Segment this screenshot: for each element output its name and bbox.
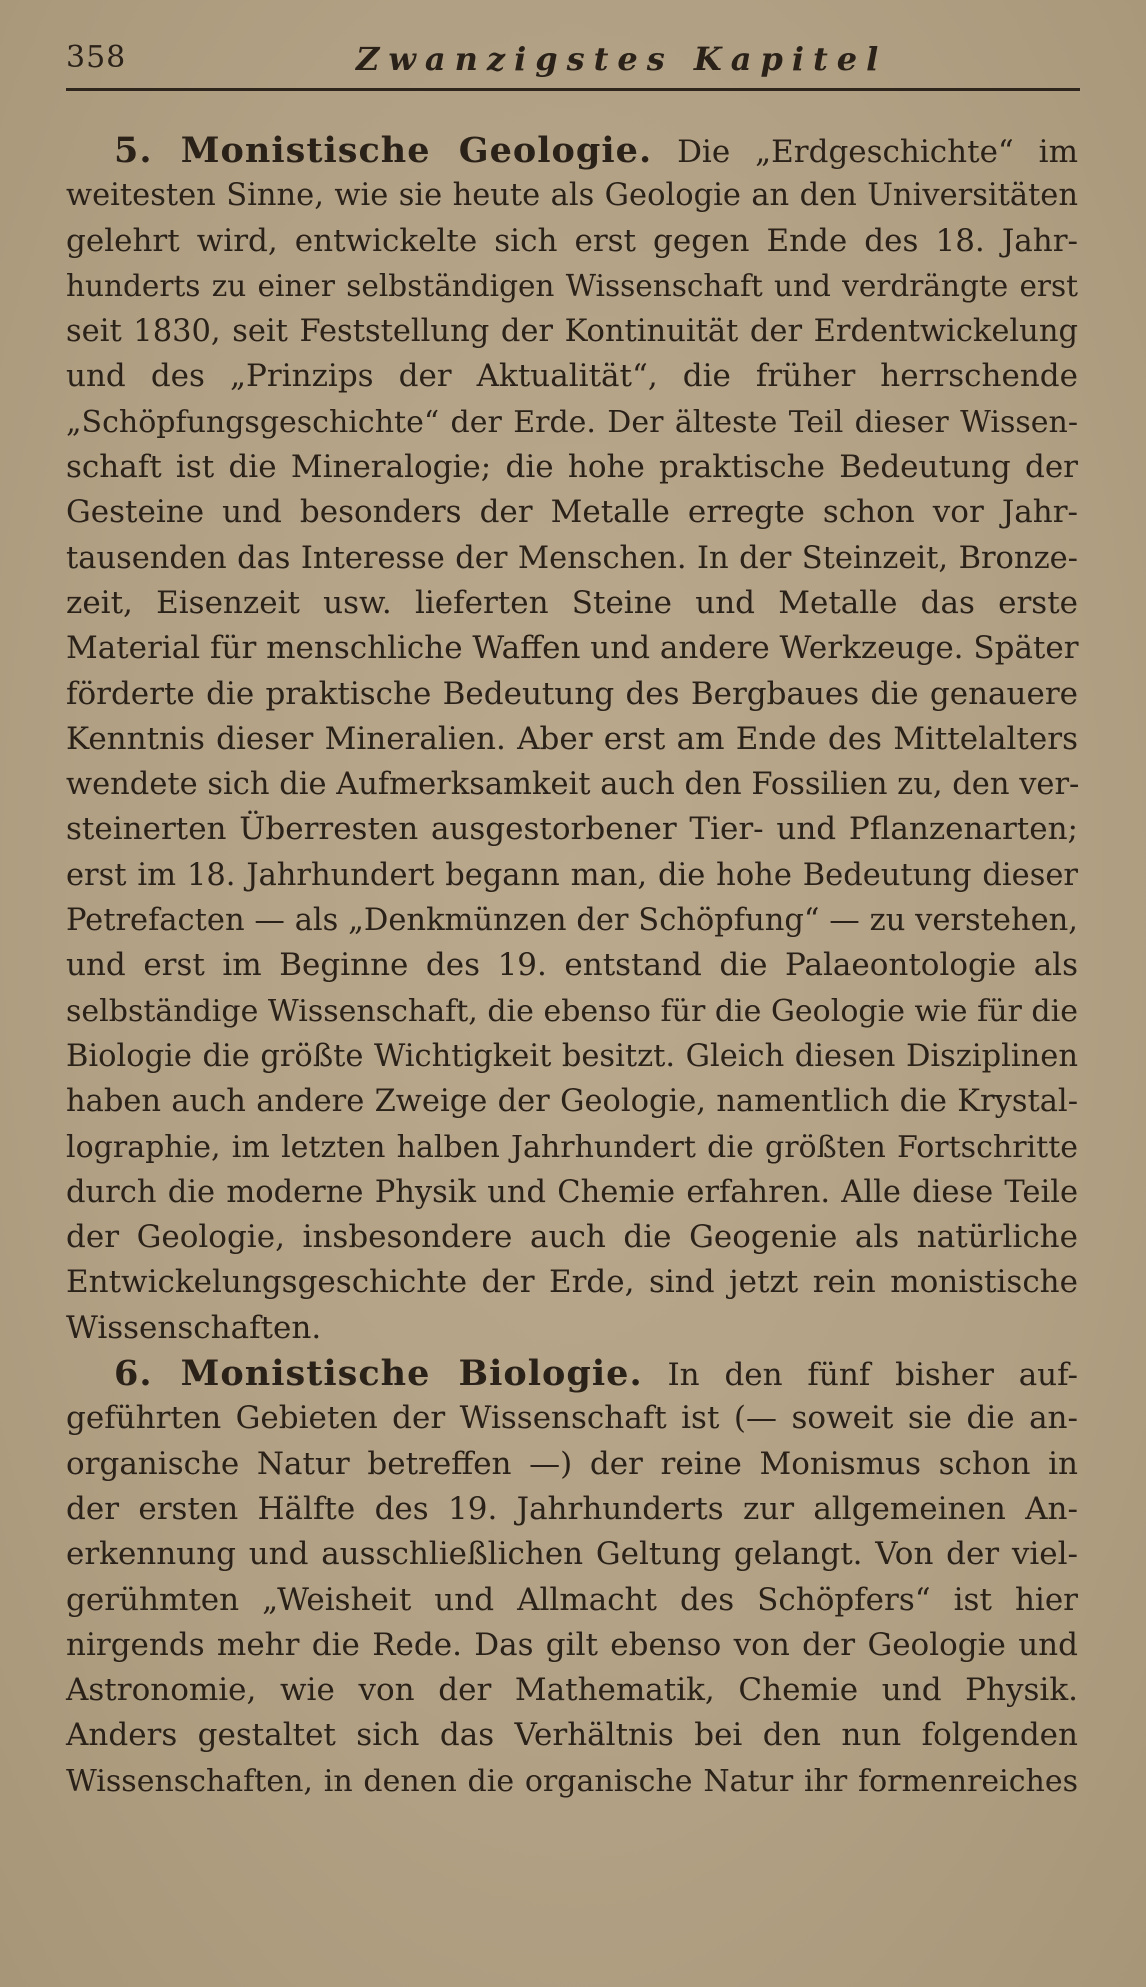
text-line: durch die moderne Physik und Chemie erfahren. Alle diese Teile — [66, 1174, 1078, 1210]
text-line: der Geologie, insbesondere auch die Geogenie als natürliche — [66, 1219, 1078, 1256]
text-line: 5. Monistische Geologie. Die „Erdgeschichte“ im — [114, 130, 1078, 171]
text-line: Biologie die größte Wichtigkeit besitzt. Gleich diesen Disziplinen — [66, 1038, 1078, 1074]
text-line: erst im 18. Jahrhundert begann man, die hohe Bedeutung dieser — [66, 857, 1078, 893]
text-line: gelehrt wird, entwickelte sich erst gegen Ende des 18. Jahr- — [66, 222, 1078, 259]
text-line: nirgends mehr die Rede. Das gilt ebenso von der Geologie und — [66, 1626, 1078, 1663]
text-line: Wissenschaften, in denen die organische Natur ihr formenreiches — [66, 1763, 1078, 1799]
text-line: Entwickelungsgeschichte der Erde, sind jetzt rein monistische — [66, 1264, 1078, 1301]
text-line: tausenden das Interesse der Menschen. In der Steinzeit, Bronze- — [66, 540, 1078, 576]
text-line: Material für menschliche Waffen und andere Werkzeuge. Später — [66, 630, 1079, 667]
text-line: seit 1830, seit Feststellung der Kontinuität der Erdentwickelung — [66, 314, 1078, 350]
text-line: zeit, Eisenzeit usw. lieferten Steine und Metalle das erste — [66, 584, 1078, 621]
running-title: Zwanzigstes Kapitel — [356, 40, 888, 78]
text-line: wendete sich die Aufmerksamkeit auch den Fossilien zu, den ver- — [66, 767, 1080, 803]
text-line: schaft ist die Mineralogie; die hohe praktische Bedeutung der — [66, 449, 1078, 486]
text-line: gerühmten „Weisheit und Allmacht des Schöpfers“ ist hier — [66, 1581, 1078, 1618]
text-line: Wissenschaften. — [66, 1309, 322, 1346]
text-line: weitesten Sinne, wie sie heute als Geologie an den Universitäten — [66, 178, 1078, 214]
text-line: erkennung und ausschließlichen Geltung gelangt. Von der viel- — [66, 1536, 1078, 1573]
text-line: haben auch andere Zweige der Geologie, namentlich die Krystal- — [66, 1084, 1078, 1120]
text-line: lographie, im letzten halben Jahrhundert die größten Fortschritte — [66, 1129, 1078, 1165]
header-rule — [66, 88, 1080, 91]
text-line: der ersten Hälfte des 19. Jahrhunderts zur allgemeinen An- — [66, 1490, 1078, 1527]
text-line: Petrefacten — als „Denkmünzen der Schöpfung“ — zu verstehen, — [66, 903, 1078, 939]
text-line: selbständige Wissenschaft, die ebenso für die Geologie wie für die — [66, 993, 1078, 1029]
body-text — [66, 128, 1078, 1804]
text-line: Anders gestaltet sich das Verhältnis bei den nun folgenden — [66, 1717, 1078, 1754]
section-heading: 5. Monistische Geologie. — [114, 130, 653, 171]
text-line: Astronomie, wie von der Mathematik, Chemie und Physik. — [66, 1672, 1078, 1709]
text-line: geführten Gebieten der Wissenschaft ist (— soweit sie die an- — [66, 1400, 1078, 1437]
text-line: „Schöpfungsgeschichte“ der Erde. Der älteste Teil dieser Wissen- — [66, 404, 1078, 440]
section-heading: 6. Monistische Biologie. — [114, 1353, 643, 1395]
text-line: und des „Prinzips der Aktualität“, die früher herrschende — [66, 358, 1078, 395]
text-line: förderte die praktische Bedeutung des Bergbaues die genauere — [66, 675, 1078, 712]
page-header — [66, 40, 1080, 84]
text-line: Kenntnis dieser Mineralien. Aber erst am Ende des Mittelalters — [66, 720, 1078, 757]
text-line: organische Natur betreffen —) der reine Monismus schon in — [66, 1445, 1078, 1482]
page-number: 358 — [66, 40, 127, 75]
text-line: steinerten Überresten ausgestorbener Tier- und Pflanzenarten; — [66, 811, 1078, 848]
text-line: Gesteine und besonders der Metalle erregte schon vor Jahr- — [66, 494, 1078, 531]
text-line: hunderts zu einer selbständigen Wissenschaft und verdrängte erst — [66, 268, 1078, 303]
text-line: und erst im Beginne des 19. entstand die Palaeontologie als — [66, 947, 1078, 984]
text-line: 6. Monistische Biologie. In den fünf bisher auf- — [114, 1353, 1078, 1395]
